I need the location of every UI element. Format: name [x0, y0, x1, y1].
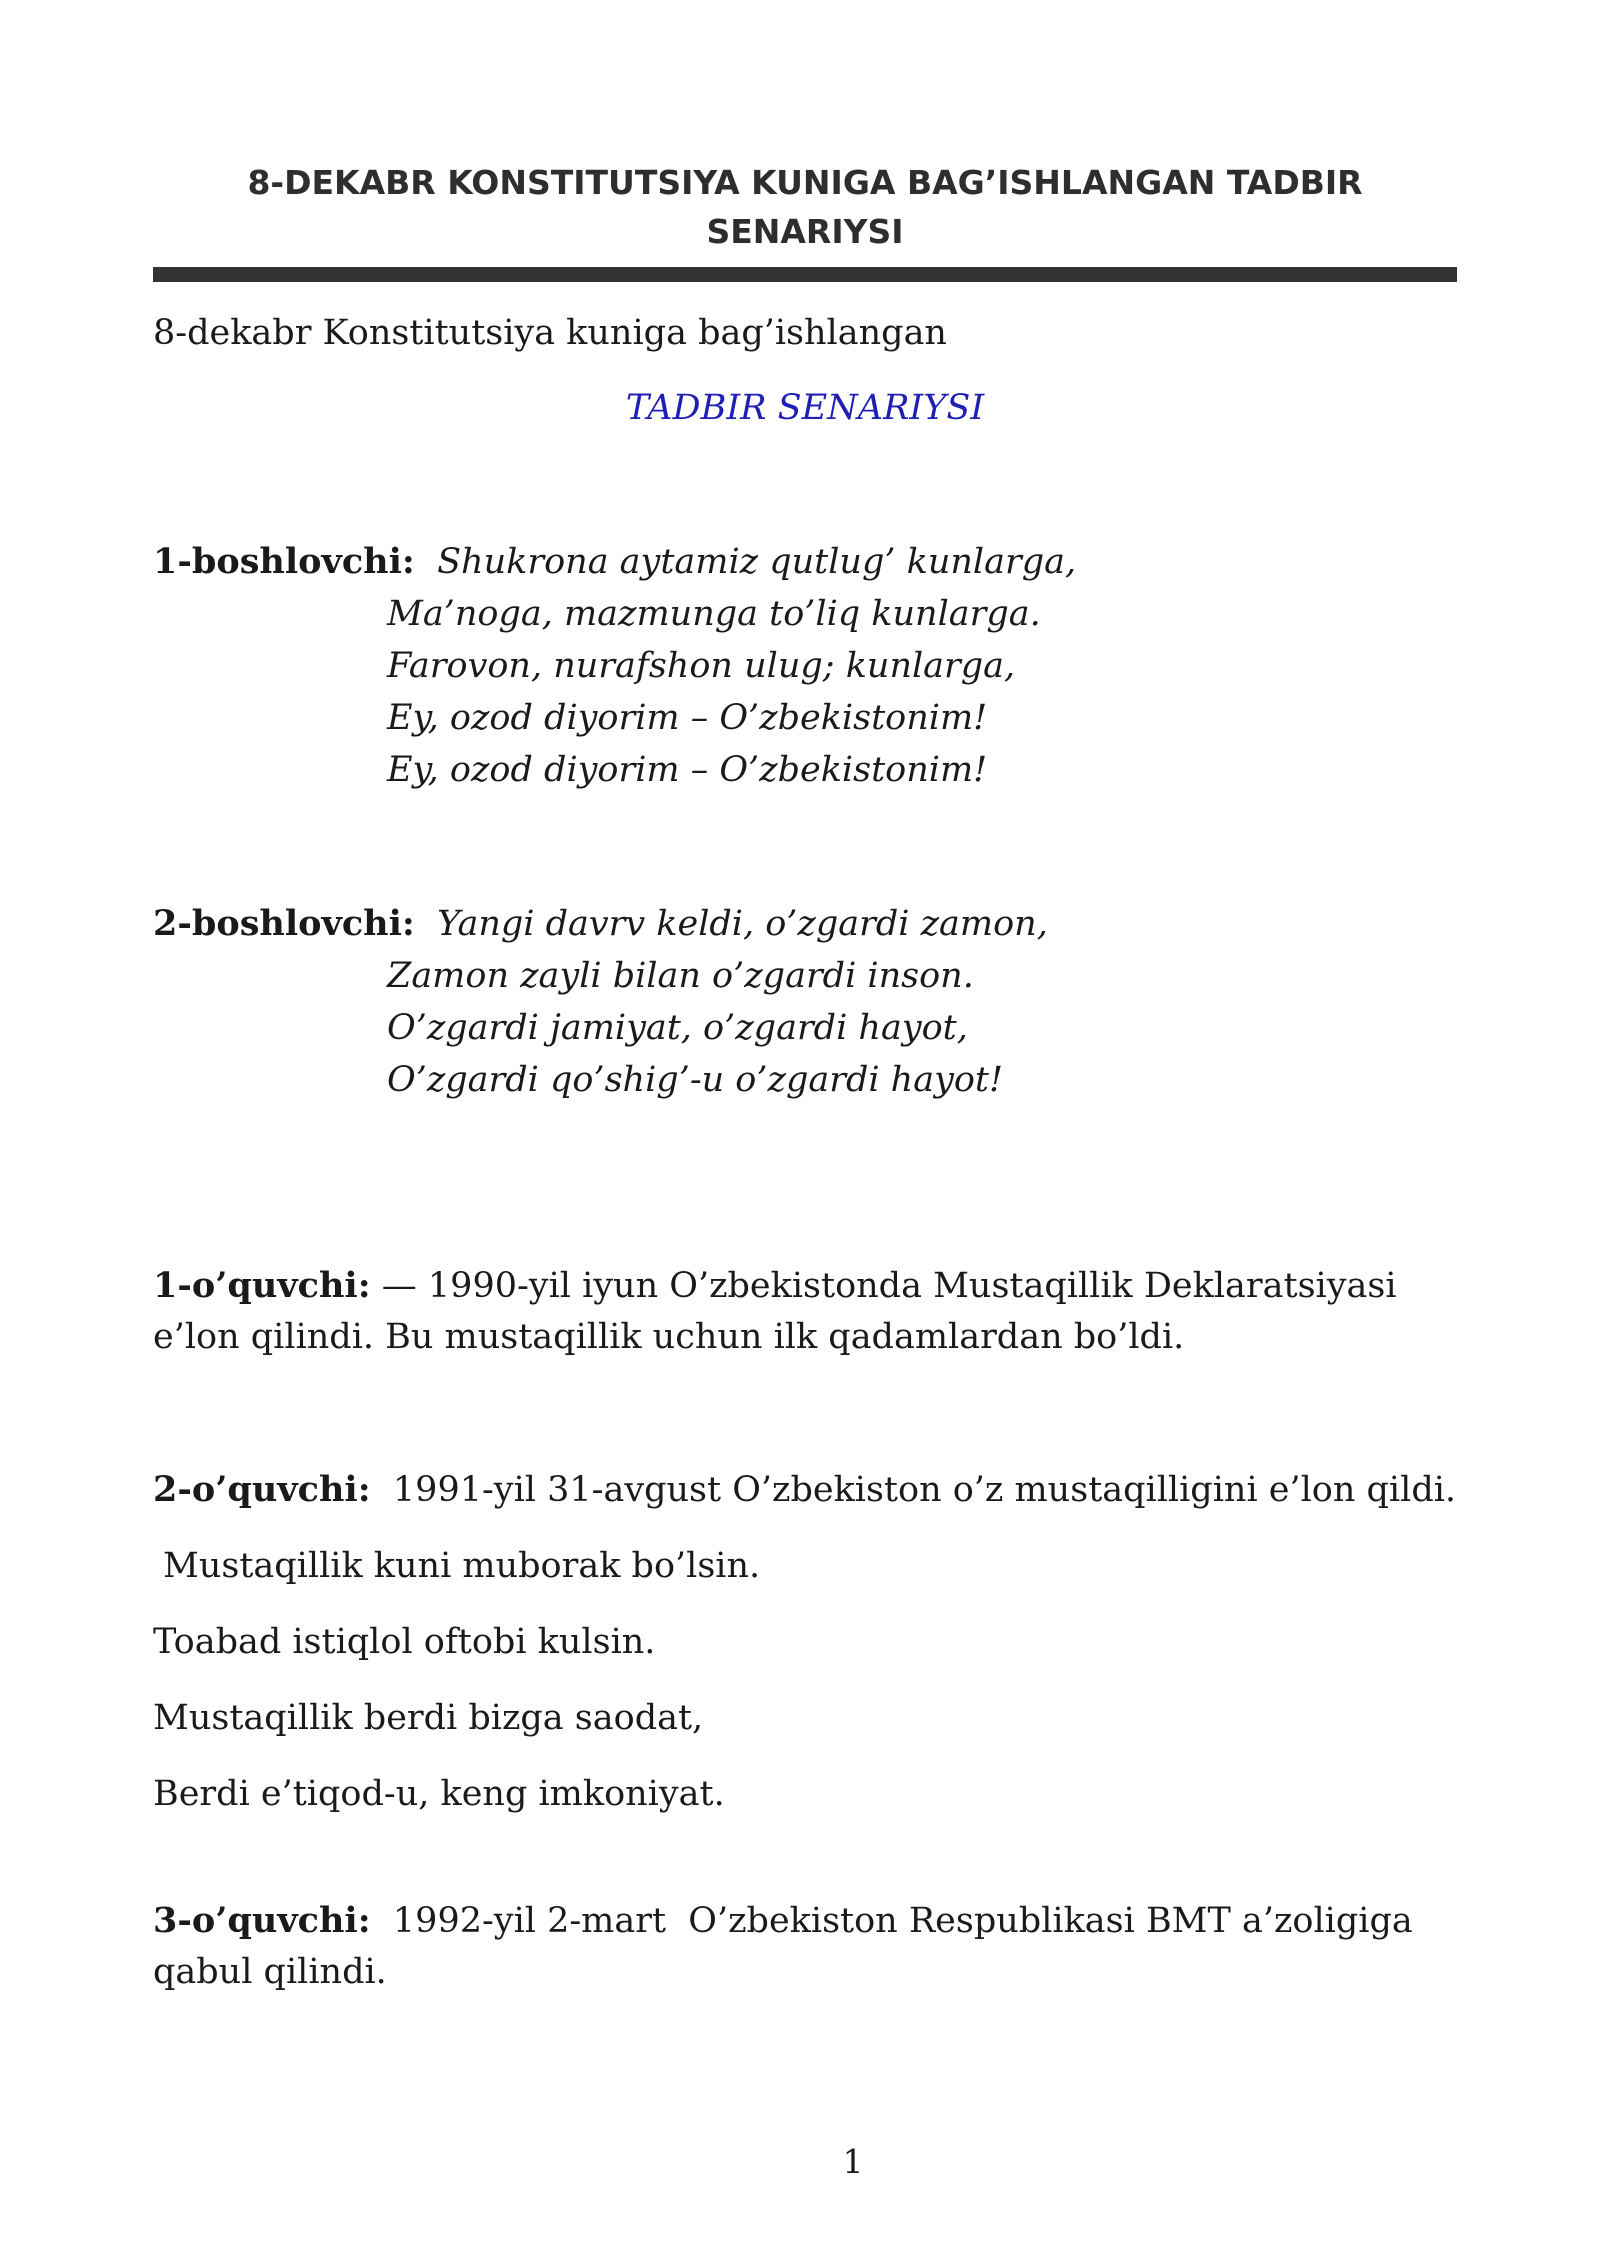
verse-line: Yangi davrv keldi, o’zgardi zamon, — [437, 904, 1048, 944]
block3-first-line — [153, 1264, 1397, 1308]
speaker-label: 1-boshlovchi: — [153, 541, 415, 582]
paragraph-text: — 1990-yil iyun O’zbekistonda Mustaqillik Deklaratsiyasi — [381, 1266, 1397, 1306]
verse-line: Mustaqillik kuni muborak bo’lsin. — [163, 1546, 761, 1586]
speaker-label: 1-o’quvchi: — [153, 1265, 371, 1306]
paragraph-text: e’lon qilindi. Bu mustaqillik uchun ilk qadamlardan bo’ldi. — [153, 1317, 1185, 1357]
verse-line: Ma’noga, mazmunga to’liq kunlarga. — [387, 594, 1041, 634]
verse-line: O’zgardi jamiyat, o’zgardi hayot, — [387, 1008, 968, 1048]
verse-line: Toabad istiqlol oftobi kulsin. — [153, 1622, 656, 1662]
verse-line: Mustaqillik berdi bizga saodat, — [153, 1698, 704, 1738]
scenario-subtitle: TADBIR SENARIYSI — [625, 388, 985, 428]
verse-line: Ey, ozod diyorim – O’zbekistonim! — [387, 750, 988, 790]
block5-first-line — [153, 1899, 1413, 1943]
paragraph-text: qabul qilindi. — [153, 1952, 387, 1992]
verse-line: Ey, ozod diyorim – O’zbekistonim! — [387, 698, 988, 738]
verse-line: O’zgardi qo’shig’-u o’zgardi hayot! — [387, 1060, 1004, 1100]
verse-line: Shukrona aytamiz qutlug’ kunlarga, — [437, 542, 1077, 582]
paragraph-text: 1991-yil 31-avgust O’zbekiston o’z mustaqilligini e’lon qildi. — [392, 1470, 1457, 1510]
verse-line: Berdi e’tiqod-u, keng imkoniyat. — [153, 1774, 725, 1814]
title-divider — [153, 267, 1457, 282]
verse-line: Zamon zayli bilan o’zgardi inson. — [387, 956, 974, 996]
paragraph-text: 1992-yil 2-mart O’zbekiston Respublikasi BMT a’zoligiga — [392, 1901, 1413, 1941]
intro-text: 8-dekabr Konstitutsiya kuniga bag’ishlangan — [153, 313, 947, 353]
document-title: 8-DEKABR KONSTITUTSIYA KUNIGA BAG’ISHLANGAN TADBIR SENARIYSI — [247, 163, 1363, 251]
page-number: 1 — [842, 2142, 864, 2181]
speaker-label: 2-boshlovchi: — [153, 903, 415, 944]
block1-first-line — [153, 540, 1076, 584]
verse-line: Farovon, nurafshon ulug; kunlarga, — [387, 646, 1016, 686]
speaker-label: 3-o’quvchi: — [153, 1900, 371, 1941]
block2-first-line — [153, 902, 1048, 946]
speaker-label: 2-o’quvchi: — [153, 1469, 371, 1510]
block4-first-line — [153, 1468, 1456, 1512]
